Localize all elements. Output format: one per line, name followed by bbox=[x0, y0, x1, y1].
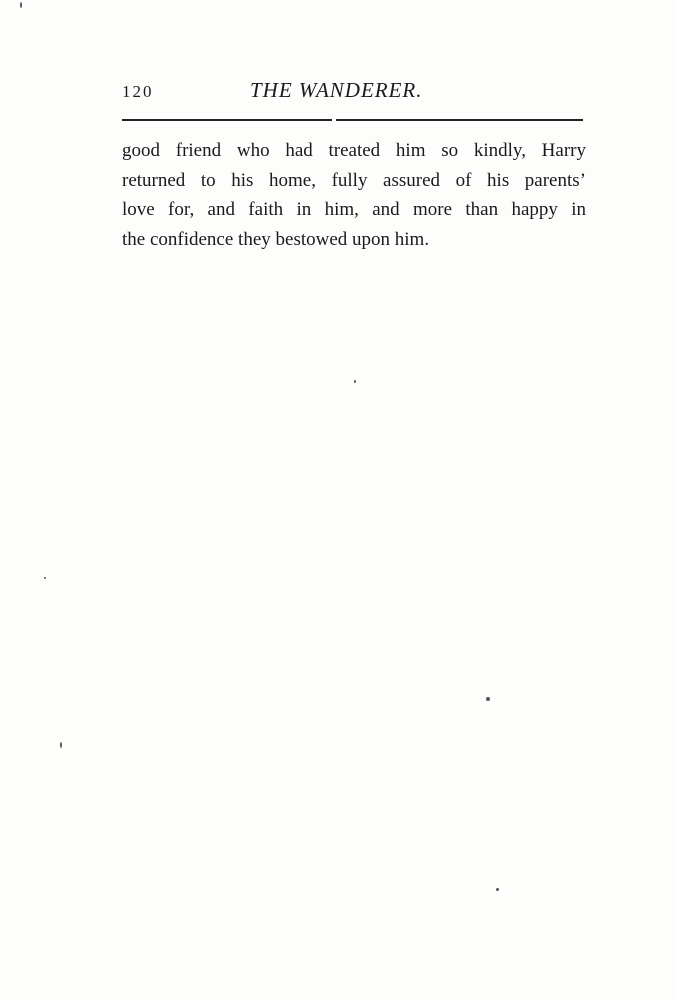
running-head bbox=[122, 78, 582, 108]
page-number: 120 bbox=[122, 82, 154, 101]
text-line: good friend who had treated him so kindly, Harry bbox=[122, 140, 586, 161]
paper-speck bbox=[20, 2, 22, 8]
body-paragraph bbox=[122, 136, 586, 254]
text-line: returned to his home, fully assured of his parents’ bbox=[122, 169, 586, 191]
paper-speck bbox=[354, 380, 356, 383]
text-line: love for, and faith in him, and more than happy in bbox=[122, 199, 586, 220]
paper-speck bbox=[486, 697, 490, 701]
header-rule-left bbox=[122, 119, 332, 121]
paper-speck bbox=[44, 577, 46, 579]
running-title: THE WANDERER. bbox=[250, 78, 423, 102]
paper-speck bbox=[496, 888, 499, 891]
paper-speck bbox=[60, 742, 62, 748]
text-line: the confidence they bestowed upon him. bbox=[122, 228, 430, 250]
header-rule-right bbox=[336, 119, 583, 121]
